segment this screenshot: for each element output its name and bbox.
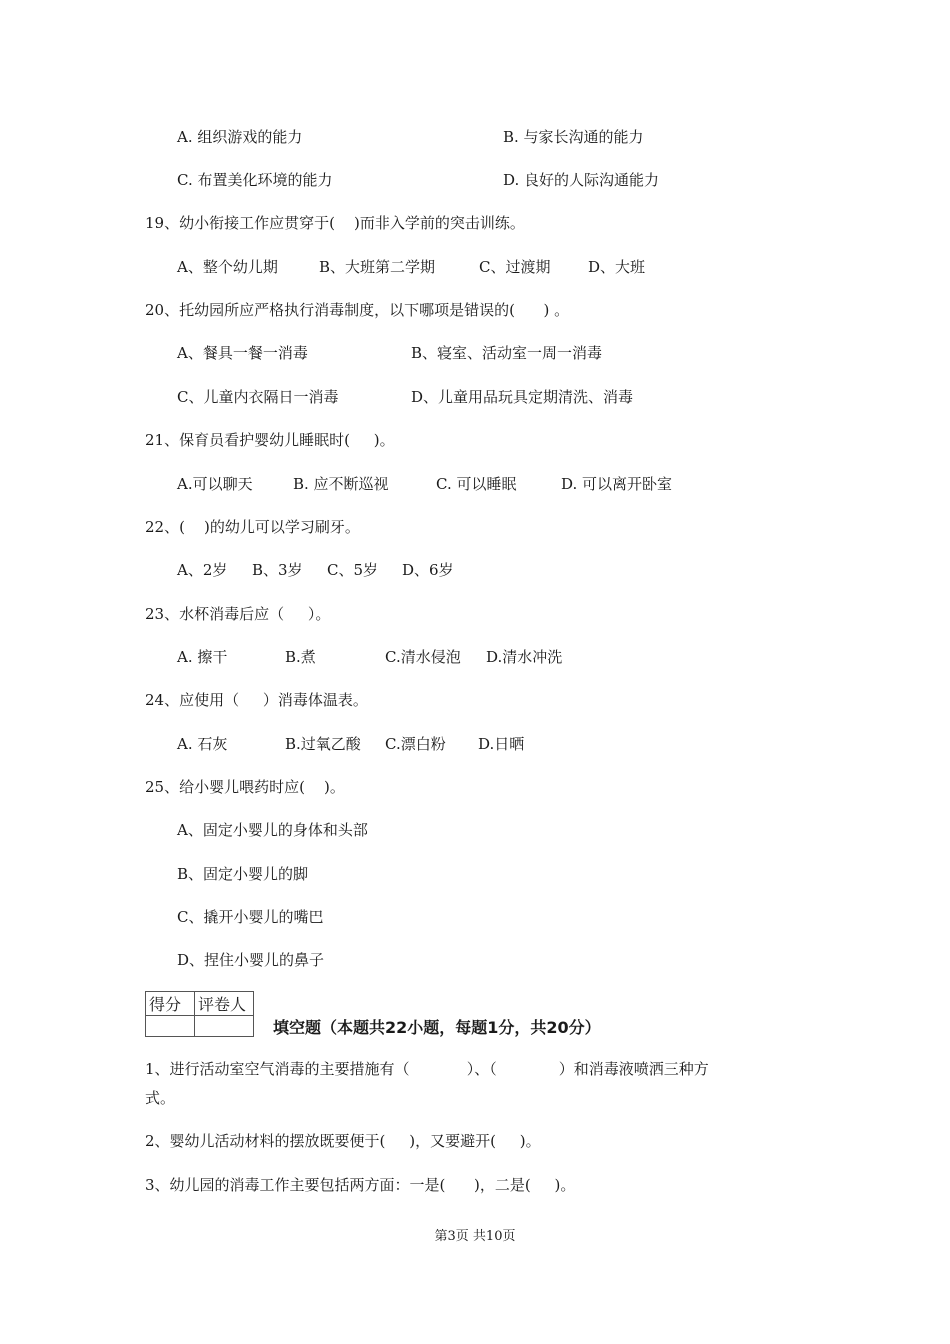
fill-q1-line1: 1、进行活动室空气消毒的主要措施有（ ）、（ ）和消毒液喷洒三种方 bbox=[145, 1060, 709, 1078]
q18-option-c: C. 布置美化环境的能力 bbox=[177, 171, 333, 189]
score-table bbox=[145, 991, 254, 1037]
fill-q1-line2: 式。 bbox=[145, 1089, 176, 1107]
q25-option-a: A、固定小婴儿的身体和头部 bbox=[177, 821, 368, 839]
grader-label: 评卷人 bbox=[195, 992, 254, 1016]
q20-option-c: C、儿童内衣隔日一消毒 bbox=[177, 388, 339, 406]
q22-option-d: D、6岁 bbox=[402, 561, 454, 579]
q18-option-a: A. 组织游戏的能力 bbox=[177, 128, 303, 146]
q25-option-d: D、捏住小婴儿的鼻子 bbox=[177, 951, 325, 969]
q21-option-d: D. 可以离开卧室 bbox=[561, 475, 673, 493]
q20-option-a: A、餐具一餐一消毒 bbox=[177, 344, 308, 362]
q24-option-d: D.日晒 bbox=[478, 735, 525, 753]
q18-option-d: D. 良好的人际沟通能力 bbox=[503, 171, 660, 189]
q22-option-c: C、5岁 bbox=[327, 561, 379, 579]
q25-option-b: B、固定小婴儿的脚 bbox=[177, 865, 309, 883]
q23-option-c: C.清水侵泡 bbox=[385, 648, 461, 666]
q22-option-a: A、2岁 bbox=[177, 561, 228, 579]
q22-stem: 22、( )的幼儿可以学习刷牙。 bbox=[145, 518, 360, 536]
score-label: 得分 bbox=[146, 992, 195, 1016]
q19-stem: 19、幼小衔接工作应贯穿于( )而非入学前的突击训练。 bbox=[145, 214, 525, 232]
section-title: 填空题（本题共22小题，每题1分，共20分） bbox=[273, 1018, 601, 1037]
q24-option-a: A. 石灰 bbox=[177, 735, 228, 753]
q19-option-a: A、整个幼儿期 bbox=[177, 258, 278, 276]
q24-option-b: B.过氧乙酸 bbox=[285, 735, 361, 753]
page-footer: 第3页 共10页 bbox=[434, 1229, 516, 1244]
q25-option-c: C、撬开小婴儿的嘴巴 bbox=[177, 908, 324, 926]
q25-stem: 25、给小婴儿喂药时应( )。 bbox=[145, 778, 345, 796]
q21-option-b: B. 应不断巡视 bbox=[293, 475, 389, 493]
q24-option-c: C.漂白粉 bbox=[385, 735, 446, 753]
grader-cell bbox=[195, 1016, 254, 1037]
q19-option-b: B、大班第二学期 bbox=[319, 258, 436, 276]
q23-option-a: A. 擦干 bbox=[177, 648, 228, 666]
q21-option-a: A.可以聊天 bbox=[177, 475, 253, 493]
fill-q2: 2、婴幼儿活动材料的摆放既要便于( )，又要避开( )。 bbox=[145, 1132, 541, 1150]
q21-stem: 21、保育员看护婴幼儿睡眠时( )。 bbox=[145, 431, 395, 449]
q23-option-d: D.清水冲洗 bbox=[486, 648, 563, 666]
q21-option-c: C. 可以睡眠 bbox=[436, 475, 517, 493]
fill-q3: 3、幼儿园的消毒工作主要包括两方面：一是( )，二是( )。 bbox=[145, 1176, 576, 1194]
q19-option-d: D、大班 bbox=[588, 258, 646, 276]
q23-stem: 23、水杯消毒后应（ ）。 bbox=[145, 605, 331, 623]
q23-option-b: B.煮 bbox=[285, 648, 316, 666]
score-cell bbox=[146, 1016, 195, 1037]
q18-option-b: B. 与家长沟通的能力 bbox=[503, 128, 644, 146]
q20-option-d: D、儿童用品玩具定期清洗、消毒 bbox=[411, 388, 634, 406]
q24-stem: 24、应使用（ ）消毒体温表。 bbox=[145, 691, 368, 709]
q20-stem: 20、托幼园所应严格执行消毒制度，以下哪项是错误的( ) 。 bbox=[145, 301, 570, 319]
q22-option-b: B、3岁 bbox=[252, 561, 303, 579]
q19-option-c: C、过渡期 bbox=[479, 258, 551, 276]
q20-option-b: B、寝室、活动室一周一消毒 bbox=[411, 344, 603, 362]
